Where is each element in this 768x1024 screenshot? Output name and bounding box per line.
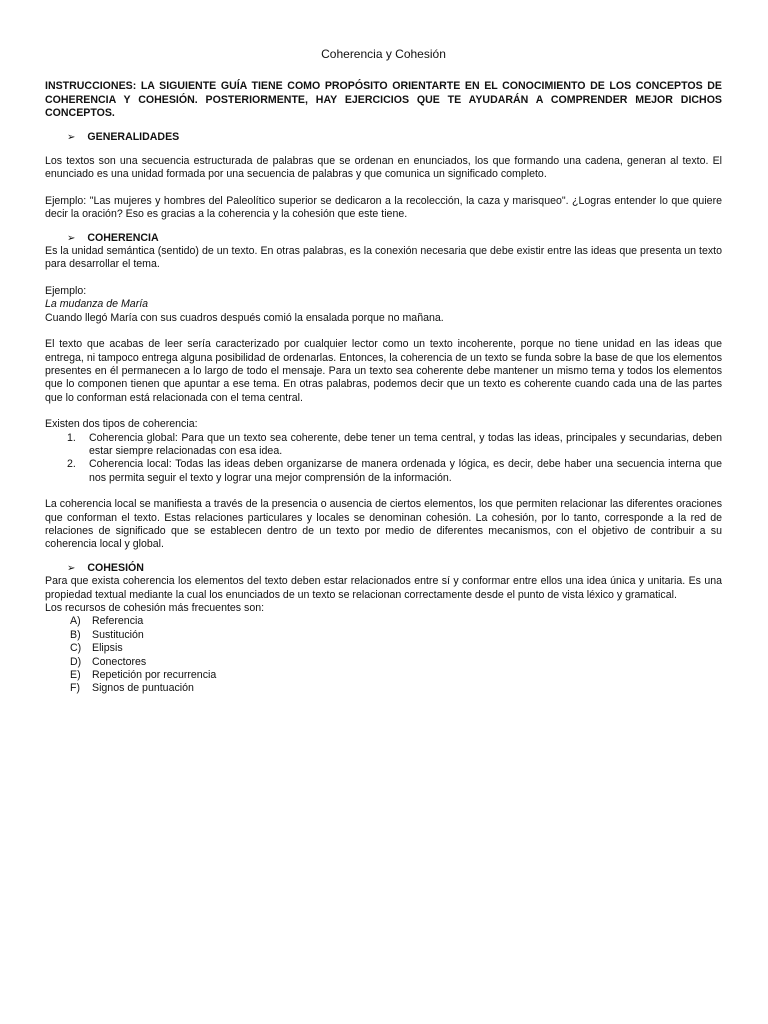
list-item — [45, 642, 722, 655]
list-item-number: 2. — [67, 458, 76, 471]
list-item — [45, 669, 722, 682]
list-item-text: Repetición por recurrencia — [92, 669, 217, 682]
section-heading-label: GENERALIDADES — [87, 130, 180, 143]
list-item-text: Signos de puntuación — [92, 682, 194, 695]
arrow-bullet-icon: ➢ — [67, 131, 76, 143]
cohesion-definition: Para que exista coherencia los elementos del texto deben estar relacionados entre sí y conformar entre ellos una idea única y unitaria. Es una propiedad textual mediante la cual los enunciados de un texto se relacionan correctamente desde el punto de vista léxico y gramatical. — [45, 575, 722, 601]
list-item-letter: A) — [70, 615, 81, 628]
list-item-letter: C) — [70, 642, 82, 655]
list-item-text: Elipsis — [92, 642, 123, 655]
list-item — [45, 458, 722, 485]
section-heading-label: COHESIÓN — [87, 561, 144, 574]
arrow-bullet-icon: ➢ — [67, 562, 76, 574]
list-item-text: Referencia — [92, 615, 144, 628]
list-item-text: Sustitución — [92, 628, 144, 641]
section-heading-generalidades — [67, 131, 722, 144]
list-item — [45, 656, 722, 669]
cohesion-resources-list — [45, 615, 722, 695]
section-heading-coherencia — [67, 232, 722, 245]
list-item — [45, 629, 722, 642]
list-item-letter: B) — [70, 628, 81, 641]
section-heading-cohesion — [67, 562, 722, 575]
list-item-letter: E) — [70, 669, 81, 682]
list-item-letter: D) — [70, 655, 82, 668]
coherencia-example-title: La mudanza de María — [45, 298, 149, 311]
list-item-text: Coherencia local: Todas las ideas deben organizarse de manera ordenada y lógica, es decir, debe haber una secuencia interna que nos permita seguir el texto y lograr una mejor comprensión de la información. — [89, 458, 722, 484]
list-item-number: 1. — [67, 431, 76, 444]
generalidades-example: Ejemplo: "Las mujeres y hombres del Paleolítico superior se dedicaron a la recolección, la caza y marisqueo". ¿Logras entender lo que quiere decir la oración? Eso es gracias a la coherencia y la cohesión que este tiene. — [45, 194, 722, 221]
arrow-bullet-icon: ➢ — [67, 232, 76, 244]
list-item-text: Conectores — [92, 655, 147, 668]
coherencia-example-label: Ejemplo: — [45, 284, 87, 297]
coherencia-definition: Es la unidad semántica (sentido) de un texto. En otras palabras, es la conexión necesaria que debe existir entre las ideas que presenta un texto para desarrollar el tema. — [45, 245, 722, 271]
list-item — [45, 432, 722, 459]
generalidades-paragraph: Los textos son una secuencia estructurada de palabras que se ordenan en enunciados, los que formando una cadena, generan al texto. El enunciado es una unidad formada por una secuencia de palabras y que comunica un significado completo. — [45, 155, 722, 181]
coherencia-local-paragraph: La coherencia local se manifiesta a través de la presencia o ausencia de ciertos elementos, los que permiten relacionar las diferentes oraciones que conforman el texto. Estas relaciones particulares y locales se denominan cohesión. La cohesión, por lo tanto, corresponde a la red de relaciones de significado que se establecen dentro de un texto por medio de diferentes mecanismos, con el objetivo de contribuir a su coherencia local y global. — [45, 498, 722, 551]
document-title: Coherencia y Cohesión — [321, 47, 446, 61]
section-heading-label: COHERENCIA — [87, 231, 159, 244]
coherencia-types-list — [45, 432, 722, 486]
list-item-text: Coherencia global: Para que un texto sea coherente, debe tener un tema central, y todas las ideas, principales y secundarias, deben estar siempre relacionadas con esa idea. — [89, 431, 722, 457]
coherencia-example-text: Cuando llegó María con sus cuadros después comió la ensalada porque no mañana. — [45, 311, 444, 324]
coherencia-explanation: El texto que acabas de leer sería caracterizado por cualquier lector como un texto incoherente, porque no tiene unidad en las ideas que entrega, ni tampoco entrega alguna posibilidad de ordenarlas. Entonces, la coherencia de un texto se funda sobre la base de que los elementos presentes en él permanecen a lo largo de todo el mensaje. Para un texto sea coherente debe mantener un mismo tema y todos los elementos que lo componen tienen que apuntar a ese tema. En otras palabras, podemos decir que un texto es coherente cuando cada una de las partes que lo conforman está relacionada con el tema central. — [45, 338, 722, 404]
coherencia-types-intro: Existen dos tipos de coherencia: — [45, 418, 198, 431]
instructions-paragraph: INSTRUCCIONES: LA SIGUIENTE GUÍA TIENE COMO PROPÓSITO ORIENTARTE EN EL CONOCIMIENTO DE LOS CONCEPTOS DE COHERENCIA Y COHESIÓN. POSTERIORMENTE, HAY EJERCICIOS QUE TE AYUDARÁN A COMPRENDER MEJOR DICHOS CONCEPTOS. — [45, 80, 722, 120]
document-page — [45, 48, 722, 696]
list-item-letter: F) — [70, 682, 80, 695]
list-item — [45, 682, 722, 695]
cohesion-resources-intro: Los recursos de cohesión más frecuentes son: — [45, 602, 265, 614]
list-item — [45, 615, 722, 628]
